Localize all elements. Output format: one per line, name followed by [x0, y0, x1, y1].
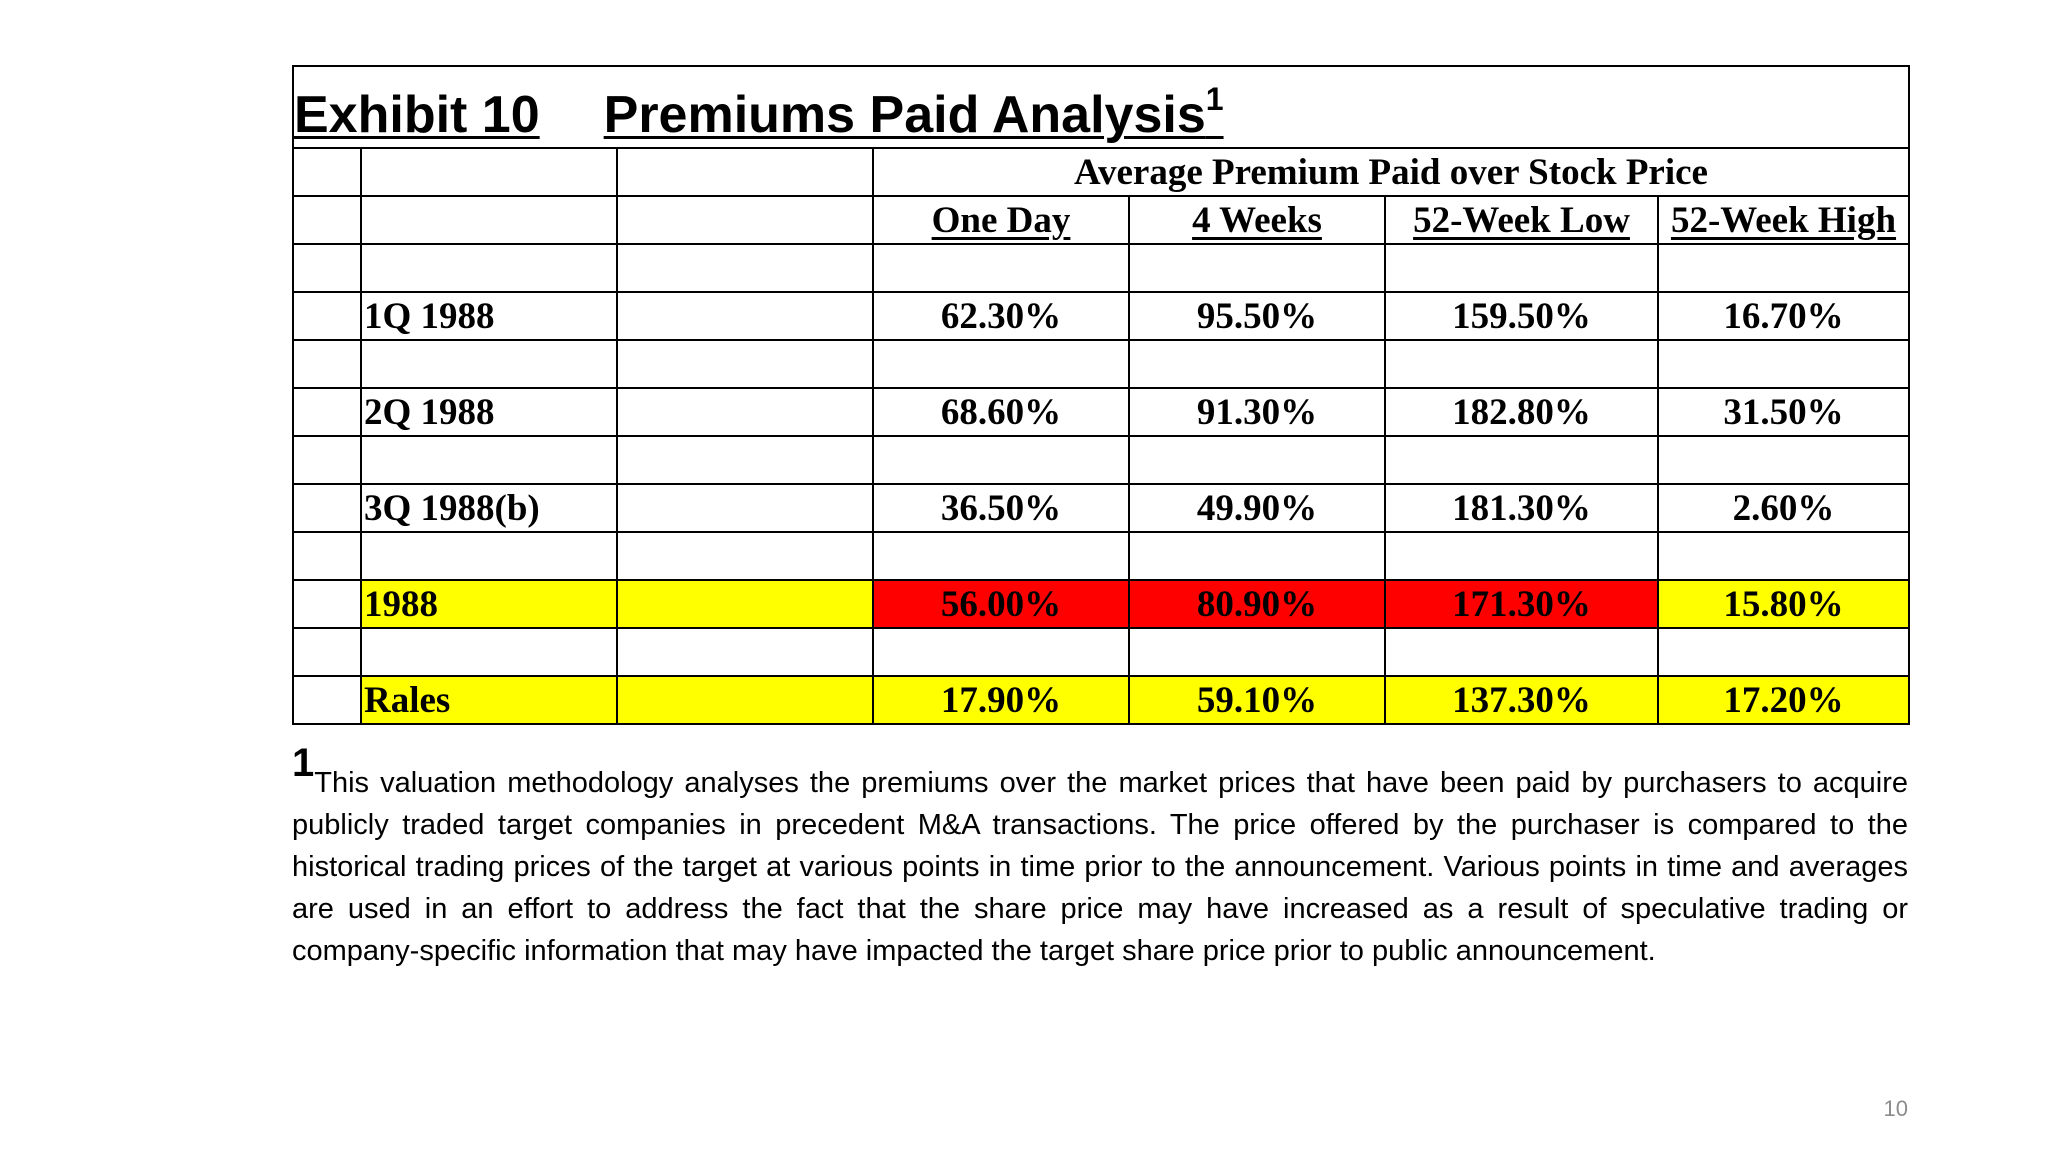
premiums-paid-table — [292, 65, 1910, 725]
empty-cell — [293, 148, 361, 196]
column-header-label: 52-Week High — [1670, 200, 1897, 241]
exhibit-label: Exhibit 10 — [294, 86, 540, 144]
column-header-one-day — [873, 196, 1129, 244]
empty-cell — [293, 484, 361, 532]
empty-cell — [361, 148, 617, 196]
page-number: 10 — [1883, 1096, 1908, 1121]
highlight-cell — [617, 676, 873, 724]
empty-cell — [293, 388, 361, 436]
cell-52-week-low: 159.50% — [1385, 292, 1658, 340]
empty-cell — [293, 292, 361, 340]
highlight-cell — [617, 580, 873, 628]
empty-cell — [361, 196, 617, 244]
empty-cell — [293, 196, 361, 244]
group-header-row — [293, 148, 1909, 196]
row-label: 1Q 1988 — [361, 292, 617, 340]
spacer-row — [293, 628, 1909, 676]
title-row — [293, 66, 1909, 148]
footnote — [292, 741, 1908, 972]
cell-4-weeks: 49.90% — [1129, 484, 1385, 532]
cell-4-weeks: 91.30% — [1129, 388, 1385, 436]
row-label: Rales — [361, 676, 617, 724]
empty-cell — [293, 580, 361, 628]
row-label: 1988 — [361, 580, 617, 628]
exhibit-title-underline — [294, 81, 1224, 144]
cell-52-week-high: 31.50% — [1658, 388, 1909, 436]
column-header-row — [293, 196, 1909, 244]
spacer-row — [293, 340, 1909, 388]
exhibit-footnote-ref: 1 — [1205, 81, 1224, 117]
empty-cell — [293, 676, 361, 724]
cell-one-day: 62.30% — [873, 292, 1129, 340]
spacer-row — [293, 244, 1909, 292]
cell-52-week-high: 17.20% — [1658, 676, 1909, 724]
footnote-text: This valuation methodology analyses the premiums over the market prices that have been paid by purchasers to acquire publicly traded target companies in precedent M&A transactions. The price offered by the purchaser is compared to the historical trading prices of the target at various points in time prior to the announcement. Various points in time and averages are used in an effort to address the fact that the share price may have increased as a result of speculative trading or company-specific information that may have impacted the target share price prior to public announcement. — [292, 767, 1908, 967]
column-header-4-weeks — [1129, 196, 1385, 244]
column-header-52-week-high — [1658, 196, 1909, 244]
empty-cell — [617, 292, 873, 340]
cell-52-week-low: 181.30% — [1385, 484, 1658, 532]
column-header-label: 4 Weeks — [1192, 200, 1322, 241]
row-label: 2Q 1988 — [361, 388, 617, 436]
table-row-2q-1988 — [293, 388, 1909, 436]
row-label: 3Q 1988(b) — [361, 484, 617, 532]
cell-one-day: 68.60% — [873, 388, 1129, 436]
spacer-row — [293, 436, 1909, 484]
cell-4-weeks: 95.50% — [1129, 292, 1385, 340]
exhibit-name: Premiums Paid Analysis — [603, 86, 1206, 144]
cell-52-week-high: 2.60% — [1658, 484, 1909, 532]
empty-cell — [617, 196, 873, 244]
cell-one-day: 36.50% — [873, 484, 1129, 532]
cell-one-day: 56.00% — [873, 580, 1129, 628]
table-row-1988-total — [293, 580, 1909, 628]
table-row-1q-1988 — [293, 292, 1909, 340]
empty-cell — [617, 484, 873, 532]
cell-4-weeks: 59.10% — [1129, 676, 1385, 724]
table-row-3q-1988 — [293, 484, 1909, 532]
cell-52-week-low: 171.30% — [1385, 580, 1658, 628]
column-header-52-week-low — [1385, 196, 1658, 244]
cell-52-week-low: 182.80% — [1385, 388, 1658, 436]
table-row-rales — [293, 676, 1909, 724]
group-header: Average Premium Paid over Stock Price — [873, 148, 1909, 196]
empty-cell — [617, 388, 873, 436]
column-header-label: One Day — [931, 200, 1071, 241]
cell-52-week-high: 16.70% — [1658, 292, 1909, 340]
cell-4-weeks: 80.90% — [1129, 580, 1385, 628]
exhibit-title — [293, 66, 1909, 148]
cell-52-week-high: 15.80% — [1658, 580, 1909, 628]
footnote-marker: 1 — [292, 741, 315, 785]
spacer-row — [293, 532, 1909, 580]
cell-one-day: 17.90% — [873, 676, 1129, 724]
cell-52-week-low: 137.30% — [1385, 676, 1658, 724]
empty-cell — [617, 148, 873, 196]
column-header-label: 52-Week Low — [1413, 200, 1630, 241]
